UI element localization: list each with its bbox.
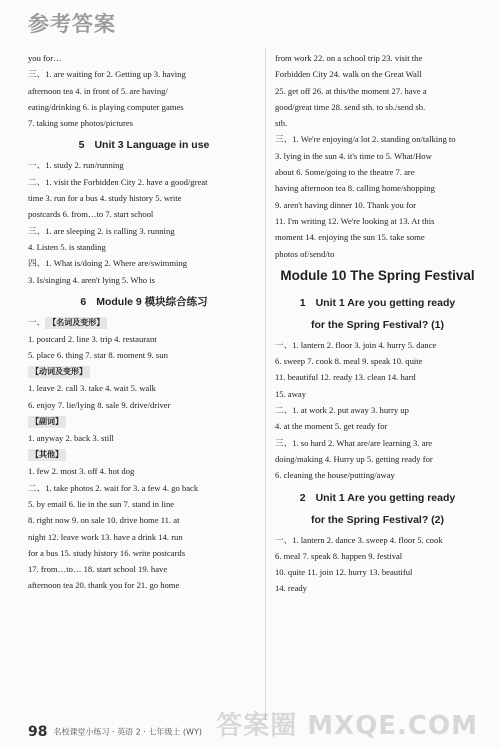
- answer-line: 7. taking some photos/pictures: [28, 118, 134, 129]
- answer-line: 3. lying in the sun 4. it's time to 5. What/How: [275, 150, 432, 161]
- answer-line: afternoon tea 4. in front of 5. are having/: [28, 85, 168, 96]
- unit1a-heading-line2: for the Spring Festival? (1): [310, 318, 444, 331]
- answer-line: from work 22. on a school trip 23. visit the: [275, 53, 423, 63]
- continued-answers: [275, 50, 480, 262]
- answer-line: 一、1. lantern 2. floor 3. join 4. hurry 5. dance: [275, 339, 437, 350]
- answer-line: 5. by email 6. lie in the sun 7. stand in line: [28, 498, 175, 509]
- answer-line: 6. meal 7. speak 8. happen 9. festival: [275, 550, 403, 561]
- answer-line: 一、1. study 2. run/running: [28, 160, 124, 171]
- answer-line: 三、1. We're enjoying/a lot 2. standing on/talking to: [275, 134, 456, 145]
- answer-line: having afternoon tea 8. calling home/shopping: [275, 183, 435, 194]
- answer-line: 6. sweep 7. cook 8. meal 9. speak 10. quite: [275, 356, 423, 367]
- answer-line: 【其他】: [28, 446, 260, 463]
- left-column: [28, 50, 260, 594]
- answer-line: 1. few 2. most 3. off 4. hot dog: [28, 466, 135, 477]
- footer-text: 名校课堂小练习 · 英语 2 · 七年级上 (WY): [53, 727, 202, 737]
- answer-line: 三、1. are waiting for 2. Getting up 3. having: [28, 69, 186, 80]
- answer-line: 5. place 6. thing 7. star 8. moment 9. sun: [28, 350, 168, 361]
- watermark: 答案圈 MXQE.COM: [216, 711, 478, 741]
- answer-line: Forbidden City 24. walk on the Great Wall: [275, 69, 422, 80]
- unit1b-heading: 2 Unit 1 Are you getting ready: [299, 491, 456, 504]
- answer-line: good/great time 28. send sth. to sb./send sb.: [275, 101, 426, 112]
- answer-line: you for…: [28, 53, 62, 63]
- answer-line: 6. enjoy 7. lie/lying 8. sale 9. drive/driver: [28, 399, 171, 410]
- answer-line: 10. quite 11. join 12. hurry 13. beautiful: [275, 567, 413, 578]
- answer-line: 四、1. What is/doing 2. Where are/swimming: [28, 258, 188, 269]
- answer-line: 4. at the moment 5. get ready for: [275, 421, 388, 432]
- answer-line: 8. right now 9. on sale 10. drive home 11. at: [28, 515, 180, 526]
- answer-line: 25. get off 26. at this/the moment 27. have a: [275, 85, 427, 96]
- page-header: 参考答案: [28, 12, 116, 36]
- answer-line: night 12. leave work 13. have a drink 14. run: [28, 531, 183, 542]
- unit1b-answers: [275, 532, 480, 597]
- answer-line: sth.: [275, 118, 288, 129]
- answer-line: about 6. Some/going to the theatre 7. are: [275, 167, 415, 178]
- page-number: 98: [28, 724, 48, 740]
- answer-line: 二、1. at work 2. put away 3. hurry up: [275, 405, 409, 416]
- module9-answers: [28, 314, 260, 594]
- intro-block: [28, 50, 260, 131]
- answer-line: 1. leave 2. call 3. take 4. wait 5. walk: [28, 383, 156, 394]
- answer-line: postcards 6. from…to 7. start school: [28, 209, 154, 220]
- answer-line: 1. postcard 2. line 3. trip 4. restaurant: [28, 333, 157, 344]
- answer-line: 1. anyway 2. back 3. still: [28, 433, 114, 444]
- answer-line: 4. Listen 5. is standing: [28, 241, 106, 252]
- answer-line: eating/drinking 6. is playing computer games: [28, 101, 184, 112]
- answer-line: photos of/send/to: [275, 248, 335, 259]
- answer-line: 一、 【名词及变形】: [28, 314, 260, 331]
- answer-line: 9. aren't having dinner 10. Thank you for: [275, 199, 417, 210]
- answer-line: 【动词及变形】: [28, 363, 260, 380]
- unit1a-answers: [275, 337, 480, 484]
- unit3-answers: [28, 157, 260, 287]
- answer-line: 三、1. are sleeping 2. is calling 3. running: [28, 225, 175, 236]
- unit1b-heading-line2: for the Spring Festival? (2): [310, 513, 444, 526]
- answer-line: 3. Is/singing 4. aren't lying 5. Who is: [28, 274, 155, 285]
- column-divider: [265, 48, 266, 720]
- answer-line: 6. cleaning the house/putting/away: [275, 470, 395, 481]
- answer-line: 三、1. so hard 2. What are/are learning 3. are: [275, 437, 433, 448]
- unit1a-heading: 1 Unit 1 Are you getting ready: [299, 296, 456, 309]
- answer-line: moment 14. enjoying the sun 15. take some: [275, 232, 425, 243]
- module10-heading: Module 10 The Spring Festival: [280, 267, 475, 283]
- answer-line: 一、1. lantern 2. dance 3. sweep 4. floor 5. cook: [275, 534, 443, 545]
- answer-line: 11. I'm writing 12. We're looking at 13. At this: [275, 215, 435, 226]
- answer-line: 二、1. take photos 2. wait for 3. a few 4. go back: [28, 482, 199, 493]
- unit3-heading: 5 Unit 3 Language in use: [78, 139, 210, 152]
- module9-heading: 6 Module 9 模块综合练习: [80, 295, 208, 308]
- answer-line: for a bus 15. study history 16. write postcards: [28, 547, 186, 558]
- answer-line: 二、1. visit the Forbidden City 2. have a good/great: [28, 176, 208, 187]
- answer-line: 14. ready: [275, 583, 307, 594]
- answer-line: 【副词】: [28, 413, 260, 430]
- answer-line: 15. away: [275, 388, 307, 399]
- answer-line: afternoon tea 20. thank you for 21. go home: [28, 580, 180, 591]
- answer-line: time 3. run for a bus 4. study history 5. write: [28, 193, 182, 204]
- page-footer: [28, 724, 202, 740]
- answer-line: 17. from…to… 18. start school 19. have: [28, 564, 168, 575]
- answer-line: 11. beautiful 12. ready 13. clean 14. hard: [275, 372, 416, 383]
- answer-line: doing/making 4. Hurry up 5. getting ready for: [275, 453, 433, 464]
- right-column: [275, 50, 480, 597]
